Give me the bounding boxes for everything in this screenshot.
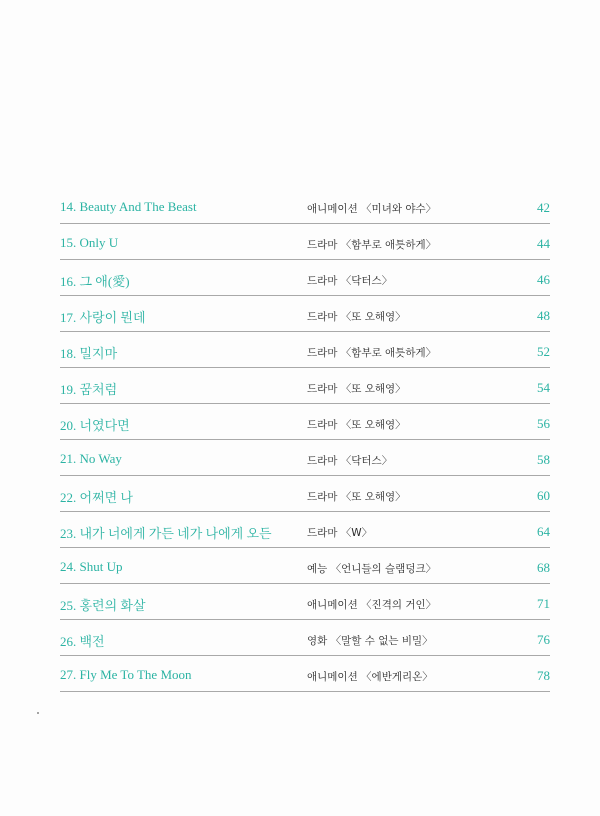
toc-entry-page: 76 [537, 632, 550, 647]
toc-entry-page: 71 [537, 596, 550, 611]
toc-entry-source: 드라마 〈W〉 [307, 527, 373, 539]
toc-entry-page: 54 [537, 380, 550, 395]
scan-speck [37, 712, 39, 714]
toc-entry [60, 440, 550, 476]
toc-entry-page: 46 [537, 272, 550, 287]
toc-entry [60, 188, 550, 224]
toc-entry [60, 224, 550, 260]
toc-entry [60, 332, 550, 368]
toc-entry [60, 584, 550, 620]
toc-entry-source: 드라마 〈또 오해영〉 [307, 383, 406, 395]
toc-entry-title: 23. 내가 너에게 가든 네가 나에게 오든 [60, 526, 272, 541]
toc-entry-title: 20. 너였다면 [60, 418, 130, 433]
toc-entry-page: 68 [537, 560, 550, 575]
table-of-contents [60, 188, 550, 692]
toc-entry-title: 27. Fly Me To The Moon [60, 667, 192, 682]
toc-entry-page: 58 [537, 452, 550, 467]
toc-entry-title: 26. 백전 [60, 634, 105, 649]
toc-entry-title: 15. Only U [60, 235, 119, 250]
toc-entry-page: 44 [537, 236, 550, 251]
toc-entry [60, 656, 550, 692]
toc-entry [60, 512, 550, 548]
toc-entry-page: 48 [537, 308, 550, 323]
toc-entry-source: 드라마 〈또 오해영〉 [307, 419, 406, 431]
toc-entry-page: 60 [537, 488, 550, 503]
toc-entry [60, 260, 550, 296]
toc-entry-source: 영화 〈말할 수 없는 비밀〉 [307, 635, 433, 647]
toc-entry-source: 드라마 〈또 오해영〉 [307, 311, 406, 323]
toc-entry [60, 404, 550, 440]
toc-entry-source: 애니메이션 〈미녀와 야수〉 [307, 203, 437, 215]
toc-entry-page: 42 [537, 200, 550, 215]
toc-entry-source: 드라마 〈닥터스〉 [307, 455, 393, 467]
toc-entry-title: 16. 그 애(愛) [60, 274, 130, 289]
toc-entry-title: 24. Shut Up [60, 559, 123, 574]
toc-entry-source: 애니메이션 〈진격의 거인〉 [307, 599, 437, 611]
toc-entry-source: 예능 〈언니들의 슬램덩크〉 [307, 563, 437, 575]
toc-entry-source: 드라마 〈함부로 애틋하게〉 [307, 347, 437, 359]
toc-entry [60, 296, 550, 332]
toc-entry-title: 25. 홍련의 화살 [60, 598, 146, 613]
toc-entry-source: 드라마 〈또 오해영〉 [307, 491, 406, 503]
toc-entry [60, 548, 550, 584]
toc-entry-title: 18. 밀지마 [60, 346, 118, 361]
toc-entry [60, 368, 550, 404]
toc-entry-title: 19. 꿈처럼 [60, 382, 118, 397]
toc-entry-source: 드라마 〈함부로 애틋하게〉 [307, 239, 437, 251]
toc-entry-title: 14. Beauty And The Beast [60, 199, 197, 214]
toc-entry-title: 17. 사랑이 뭔데 [60, 310, 146, 325]
toc-entry-page: 52 [537, 344, 550, 359]
toc-entry-title: 22. 어쩌면 나 [60, 490, 133, 505]
toc-entry-source: 애니메이션 〈에반게리온〉 [307, 671, 433, 683]
toc-entry [60, 620, 550, 656]
toc-entry-source: 드라마 〈닥터스〉 [307, 275, 393, 287]
toc-entry-title: 21. No Way [60, 451, 122, 466]
toc-entry [60, 476, 550, 512]
toc-entry-page: 78 [537, 668, 550, 683]
toc-entry-page: 56 [537, 416, 550, 431]
toc-entry-page: 64 [537, 524, 550, 539]
